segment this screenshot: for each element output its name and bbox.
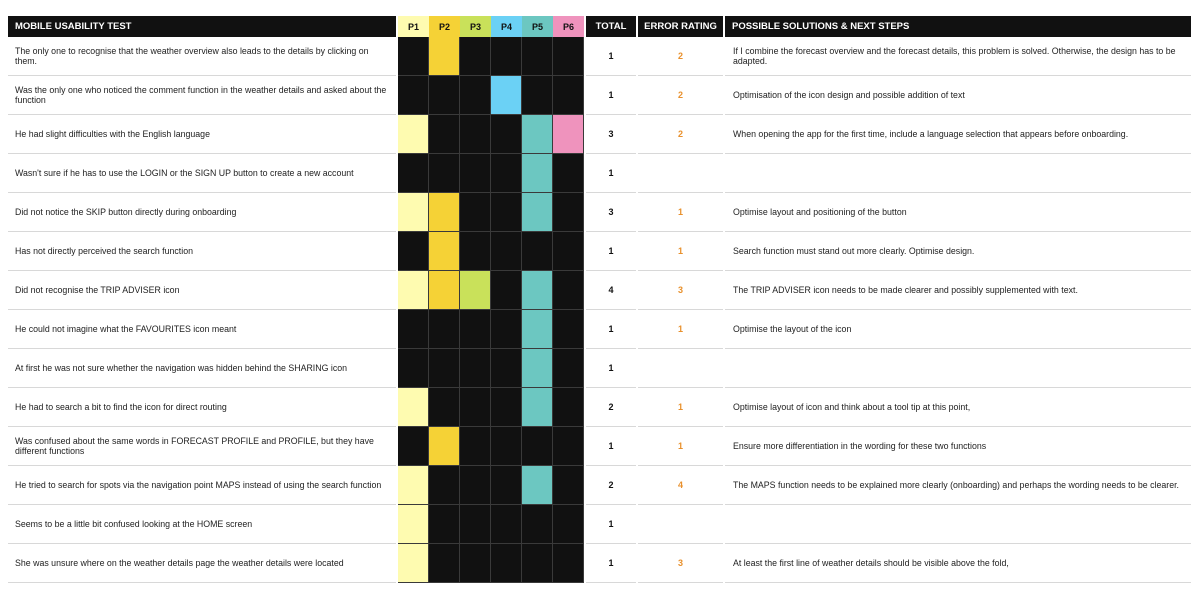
solution-text: The TRIP ADVISER icon needs to be made clearer and possibly supplemented with text. (725, 271, 1191, 310)
participant-cell-p5 (522, 271, 553, 310)
participant-cell-p3 (460, 466, 491, 505)
header-title: MOBILE USABILITY TEST (8, 16, 396, 37)
participant-cell-p6 (553, 232, 584, 271)
error-rating-value (638, 349, 723, 388)
participant-cell-p1 (398, 232, 429, 271)
total-value: 1 (586, 37, 636, 76)
participant-cell-p4 (491, 349, 522, 388)
total-value: 3 (586, 193, 636, 232)
solution-text: Search function must stand out more clearly. Optimise design. (725, 232, 1191, 271)
participant-cell-p1 (398, 388, 429, 427)
total-value: 1 (586, 310, 636, 349)
participant-cell-p2 (429, 544, 460, 583)
error-rating-value (638, 154, 723, 193)
participant-cell-p6 (553, 427, 584, 466)
participant-cell-p2 (429, 76, 460, 115)
table-row (8, 115, 1191, 154)
participant-cell-p3 (460, 505, 491, 544)
issue-text: Did not notice the SKIP button directly during onboarding (8, 193, 396, 232)
participant-cell-p3 (460, 271, 491, 310)
participant-cell-p5 (522, 349, 553, 388)
solution-text: If I combine the forecast overview and the forecast details, this problem is solved. Otherwise, the design has to be adapted. (725, 37, 1191, 76)
total-value: 1 (586, 544, 636, 583)
table-row (8, 232, 1191, 271)
participant-cell-p5 (522, 193, 553, 232)
participant-cell-p2 (429, 37, 460, 76)
total-value: 1 (586, 505, 636, 544)
participant-cell-p6 (553, 349, 584, 388)
participant-cell-p1 (398, 310, 429, 349)
participant-cell-p3 (460, 193, 491, 232)
participant-cell-p1 (398, 466, 429, 505)
solution-text: The MAPS function needs to be explained more clearly (onboarding) and perhaps the wording needs to be clearer. (725, 466, 1191, 505)
participant-cell-p2 (429, 154, 460, 193)
table-row (8, 505, 1191, 544)
participant-cell-p2 (429, 427, 460, 466)
participant-cell-p4 (491, 310, 522, 349)
participant-cell-p6 (553, 154, 584, 193)
participant-cell-p6 (553, 115, 584, 154)
participant-cell-p6 (553, 76, 584, 115)
issue-text: Has not directly perceived the search function (8, 232, 396, 271)
issue-text: He had slight difficulties with the English language (8, 115, 396, 154)
issue-text: Was confused about the same words in FORECAST PROFILE and PROFILE, but they have different functions (8, 427, 396, 466)
participant-cell-p4 (491, 193, 522, 232)
error-rating-value (638, 505, 723, 544)
participant-cell-p4 (491, 271, 522, 310)
participant-cell-p5 (522, 310, 553, 349)
table-row (8, 544, 1191, 583)
participant-cell-p2 (429, 310, 460, 349)
participant-cell-p4 (491, 232, 522, 271)
participant-cell-p6 (553, 37, 584, 76)
participant-cell-p1 (398, 154, 429, 193)
issue-text: He tried to search for spots via the navigation point MAPS instead of using the search function (8, 466, 396, 505)
solution-text (725, 505, 1191, 544)
participant-cell-p5 (522, 154, 553, 193)
error-rating-value: 1 (638, 193, 723, 232)
participant-cell-p6 (553, 193, 584, 232)
total-value: 3 (586, 115, 636, 154)
participant-cell-p3 (460, 388, 491, 427)
participant-cell-p3 (460, 37, 491, 76)
issue-text: He had to search a bit to find the icon for direct routing (8, 388, 396, 427)
solution-text: When opening the app for the first time, include a language selection that appears before onboarding. (725, 115, 1191, 154)
total-value: 1 (586, 349, 636, 388)
header-p3: P3 (460, 16, 491, 37)
participant-cell-p6 (553, 466, 584, 505)
error-rating-value: 1 (638, 310, 723, 349)
participant-cell-p6 (553, 310, 584, 349)
table-row (8, 193, 1191, 232)
participant-cell-p1 (398, 193, 429, 232)
participant-cell-p3 (460, 310, 491, 349)
total-value: 1 (586, 232, 636, 271)
solution-text: Ensure more differentiation in the wording for these two functions (725, 427, 1191, 466)
issue-text: At first he was not sure whether the navigation was hidden behind the SHARING icon (8, 349, 396, 388)
table-header (8, 16, 1191, 37)
header-p1: P1 (398, 16, 429, 37)
participant-cell-p3 (460, 232, 491, 271)
participant-cell-p1 (398, 349, 429, 388)
participant-cell-p4 (491, 76, 522, 115)
participant-cell-p4 (491, 154, 522, 193)
issue-text: Wasn't sure if he has to use the LOGIN or the SIGN UP button to create a new account (8, 154, 396, 193)
participant-cell-p2 (429, 193, 460, 232)
error-rating-value: 3 (638, 271, 723, 310)
participant-cell-p5 (522, 115, 553, 154)
error-rating-value: 2 (638, 115, 723, 154)
participant-cell-p2 (429, 505, 460, 544)
header-p4: P4 (491, 16, 522, 37)
issue-text: The only one to recognise that the weather overview also leads to the details by clicking on them. (8, 37, 396, 76)
total-value: 4 (586, 271, 636, 310)
issue-text: Did not recognise the TRIP ADVISER icon (8, 271, 396, 310)
header-p6: P6 (553, 16, 584, 37)
participant-cell-p4 (491, 115, 522, 154)
table-body (8, 37, 1191, 583)
header-solutions: POSSIBLE SOLUTIONS & NEXT STEPS (725, 16, 1191, 37)
total-value: 2 (586, 466, 636, 505)
participant-cell-p5 (522, 544, 553, 583)
participant-cell-p4 (491, 388, 522, 427)
participant-cell-p5 (522, 505, 553, 544)
participant-cell-p4 (491, 466, 522, 505)
participant-cell-p2 (429, 115, 460, 154)
participant-cell-p2 (429, 388, 460, 427)
participant-cell-p2 (429, 271, 460, 310)
participant-cell-p2 (429, 232, 460, 271)
solution-text: Optimisation of the icon design and possible addition of text (725, 76, 1191, 115)
table-row (8, 388, 1191, 427)
participant-cell-p4 (491, 505, 522, 544)
table-row (8, 466, 1191, 505)
solution-text (725, 349, 1191, 388)
table-row (8, 427, 1191, 466)
participant-cell-p6 (553, 544, 584, 583)
participant-cell-p4 (491, 427, 522, 466)
participant-cell-p3 (460, 427, 491, 466)
participant-cell-p6 (553, 271, 584, 310)
participant-cell-p2 (429, 349, 460, 388)
participant-cell-p6 (553, 388, 584, 427)
error-rating-value: 3 (638, 544, 723, 583)
solution-text: Optimise layout and positioning of the button (725, 193, 1191, 232)
participant-cell-p5 (522, 76, 553, 115)
issue-text: She was unsure where on the weather details page the weather details were located (8, 544, 396, 583)
error-rating-value: 2 (638, 76, 723, 115)
issue-text: Was the only one who noticed the comment function in the weather details and asked about the function (8, 76, 396, 115)
participant-cell-p3 (460, 544, 491, 583)
participant-cell-p4 (491, 37, 522, 76)
table-row (8, 76, 1191, 115)
participant-cell-p1 (398, 505, 429, 544)
participant-cell-p5 (522, 427, 553, 466)
participant-cell-p5 (522, 388, 553, 427)
total-value: 1 (586, 76, 636, 115)
participant-cell-p1 (398, 76, 429, 115)
participant-cell-p1 (398, 544, 429, 583)
issue-text: He could not imagine what the FAVOURITES icon meant (8, 310, 396, 349)
solution-text: Optimise the layout of the icon (725, 310, 1191, 349)
participant-cell-p3 (460, 115, 491, 154)
participant-cell-p4 (491, 544, 522, 583)
error-rating-value: 1 (638, 232, 723, 271)
table-row (8, 154, 1191, 193)
usability-test-table (8, 16, 1191, 583)
header-p5: P5 (522, 16, 553, 37)
participant-cell-p5 (522, 232, 553, 271)
error-rating-value: 1 (638, 427, 723, 466)
participant-cell-p3 (460, 154, 491, 193)
table-row (8, 349, 1191, 388)
total-value: 1 (586, 427, 636, 466)
participant-cell-p3 (460, 349, 491, 388)
participant-cell-p2 (429, 466, 460, 505)
table-row (8, 37, 1191, 76)
error-rating-value: 1 (638, 388, 723, 427)
participant-cell-p3 (460, 76, 491, 115)
error-rating-value: 4 (638, 466, 723, 505)
total-value: 2 (586, 388, 636, 427)
participant-cell-p1 (398, 427, 429, 466)
participant-cell-p5 (522, 37, 553, 76)
table-row (8, 271, 1191, 310)
total-value: 1 (586, 154, 636, 193)
participant-cell-p6 (553, 505, 584, 544)
solution-text (725, 154, 1191, 193)
solution-text: At least the first line of weather details should be visible above the fold, (725, 544, 1191, 583)
solution-text: Optimise layout of icon and think about a tool tip at this point, (725, 388, 1191, 427)
error-rating-value: 2 (638, 37, 723, 76)
participant-cell-p1 (398, 37, 429, 76)
participant-cell-p5 (522, 466, 553, 505)
issue-text: Seems to be a little bit confused looking at the HOME screen (8, 505, 396, 544)
participant-cell-p1 (398, 115, 429, 154)
header-total: TOTAL (586, 16, 636, 37)
header-p2: P2 (429, 16, 460, 37)
table-row (8, 310, 1191, 349)
header-error-rating: ERROR RATING (638, 16, 723, 37)
participant-cell-p1 (398, 271, 429, 310)
